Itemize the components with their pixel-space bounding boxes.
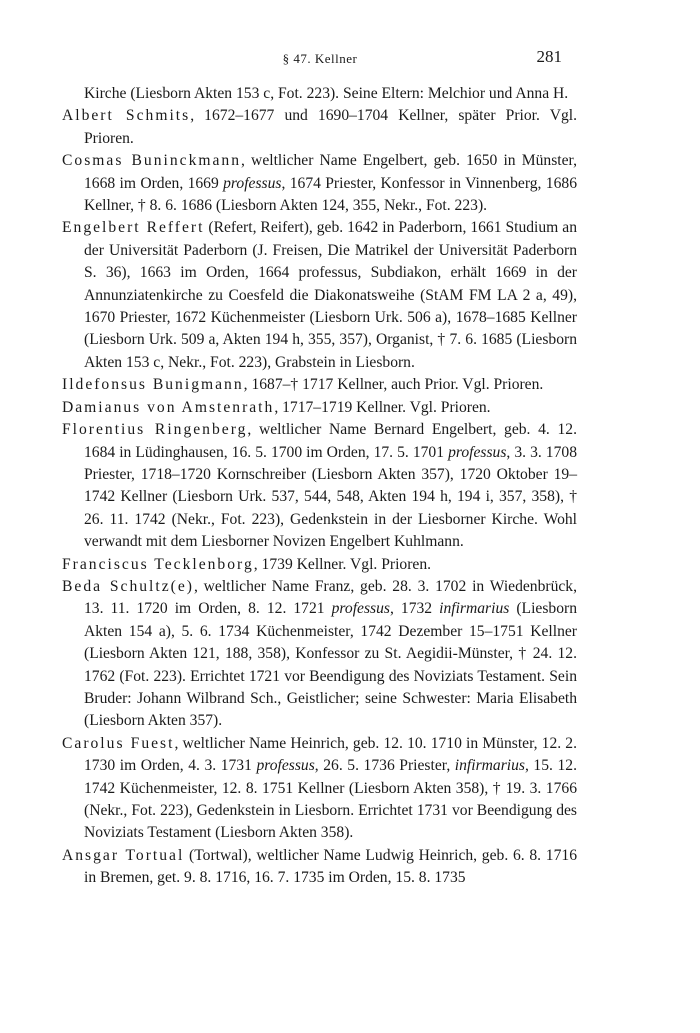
- entry-text: , weltlicher Name Heinrich, geb. 12. 10. 1710 in Münster, 12. 2. 1730 im Orden, 4. 3. 1731: [84, 734, 577, 775]
- entry: [62, 733, 577, 845]
- entry-text: , 26. 5. 1736 Priester,: [314, 757, 455, 775]
- entry-text: , weltlicher Name Franz, geb. 28. 3. 1702 in Wiedenbrück, 13. 11. 1720 im Orden, 8. 12. 1721: [84, 577, 577, 618]
- entry: [62, 845, 577, 890]
- page-header: [0, 47, 700, 71]
- entry-name: Florentius Ringenberg: [62, 421, 248, 439]
- entry-text: , 1674 Priester, Konfessor in Vinnenberg, 1686 Kellner, † 8. 6. 1686 (Liesborn Akten 124, 355, Nekr., Fot. 223).: [84, 174, 577, 215]
- entry-name: Engelbert Reffert: [62, 219, 205, 237]
- entry: [62, 217, 577, 374]
- entry-text: , 1739 Kellner. Vgl. Prioren.: [253, 555, 432, 573]
- entry-name: Damianus von Amstenrath: [62, 398, 275, 416]
- entry-name: Albert Schmits: [62, 107, 191, 125]
- entry-text: , 1732: [389, 600, 440, 618]
- entry-name: Cosmas Buninckmann: [62, 152, 242, 170]
- running-head: § 47. Kellner: [282, 51, 358, 66]
- page-number: 281: [536, 47, 562, 66]
- italic-term: professus: [448, 443, 507, 461]
- entry-text: (Refert, Reifert), geb. 1642 in Paderborn, 1661 Studium an der Universität Paderborn (J. Freisen, Die Matrikel der Universität Paderborn S. 36), 1663 im Orden, 1664 professus, Subdiakon, erhält 1669 in der Annunziatenkirche zu Coesfeld die Diakonatsweihe (StAM FM LA 2 a, 49), 1670 Priester, 1672 Küchenmeister (Liesborn Urk. 506 a), 1678–1685 Kellner (Liesborn Urk. 509 a, Akten 194 h, 355, 357), Organist, † 7. 6. 1685 (Liesborn Akten 153 c, Nekr., Fot. 223), Grabstein in Liesborn.: [84, 219, 577, 371]
- entry-name: Ansgar Tortual: [62, 846, 185, 864]
- entry-text: , 1717–1719 Kellner. Vgl. Prioren.: [274, 398, 491, 416]
- entry-text: Kirche (Liesborn Akten 153 c, Fot. 223). Seine Eltern: Melchior und Anna H.: [84, 85, 569, 102]
- entry-name: Franciscus Tecklenborg: [62, 555, 254, 573]
- italic-term: professus: [223, 174, 282, 192]
- italic-term: professus: [256, 757, 315, 775]
- entry-name: Carolus Fuest: [62, 734, 175, 752]
- entry-name: Ildefonsus Bunigmann: [62, 376, 244, 394]
- entry-text: , weltlicher Name Engelbert, geb. 1650 in Münster, 1668 im Orden, 1669: [84, 152, 577, 192]
- italic-term: professus: [331, 600, 390, 618]
- italic-term: infirmarius: [454, 757, 525, 775]
- entry: [62, 150, 577, 217]
- italic-term: infirmarius: [439, 600, 510, 618]
- document-body: [62, 83, 577, 890]
- entry-text: (Liesborn Akten 154 a), 5. 6. 1734 Küchenmeister, 1742 Dezember 15–1751 Kellner (Liesborn Akten 121, 188, 358), Konfessor zu St. Aegidii-Münster, † 24. 12. 1762 (Fot. 223). Errichtet 1721 vor Beendigung des Noviziats Testament. Sein Bruder: Johann Wilbrand Sch., Geistlicher; seine Schwester: Maria Elisabeth (Liesborn Akten 357).: [84, 600, 577, 730]
- entry: [62, 554, 577, 576]
- entry: [62, 397, 577, 419]
- entry: [62, 576, 577, 733]
- entry: [62, 105, 577, 150]
- entry-text: , 3. 3. 1708 Priester, 1718–1720 Kornschreiber (Liesborn Akten 357), 1720 Oktober 19–1742 Kellner (Liesborn Urk. 537, 544, 548, Akten 194 h, 194 i, 357, 358), † 26. 11. 1742 (Nekr., Fot. 223), Gedenkstein in der Liesborner Kirche. Wohl verwandt mit dem Liesborner Novizen Engelbert Kuhlmann.: [84, 443, 577, 551]
- entry-name: Beda Schultz(e): [62, 577, 194, 595]
- entry: [62, 374, 577, 396]
- entry: [62, 419, 577, 553]
- entry-text: (Tortwal), weltlicher Name Ludwig Heinrich, geb. 6. 8. 1716 in Bremen, get. 9. 8. 1716, 16. 7. 1735 im Orden, 15. 8. 1735: [84, 846, 577, 887]
- entry-text: , 1672–1677 und 1690–1704 Kellner, später Prior. Vgl. Prioren.: [84, 107, 577, 147]
- entry: [62, 83, 577, 105]
- entry-text: , weltlicher Name Bernard Engelbert, geb. 4. 12. 1684 in Lüdinghausen, 16. 5. 1700 im Orden, 17. 5. 1701: [84, 421, 577, 461]
- entry-text: , 15. 12. 1742 Küchenmeister, 12. 8. 1751 Kellner (Liesborn Akten 358), † 19. 3. 1766 (Nekr., Fot. 223), Gedenkstein in Liesborn. Errichtet 1731 vor Beendigung des Noviziats Testament (Liesborn Akten 358).: [84, 757, 577, 842]
- entry-text: , 1687–† 1717 Kellner, auch Prior. Vgl. Prioren.: [243, 376, 544, 394]
